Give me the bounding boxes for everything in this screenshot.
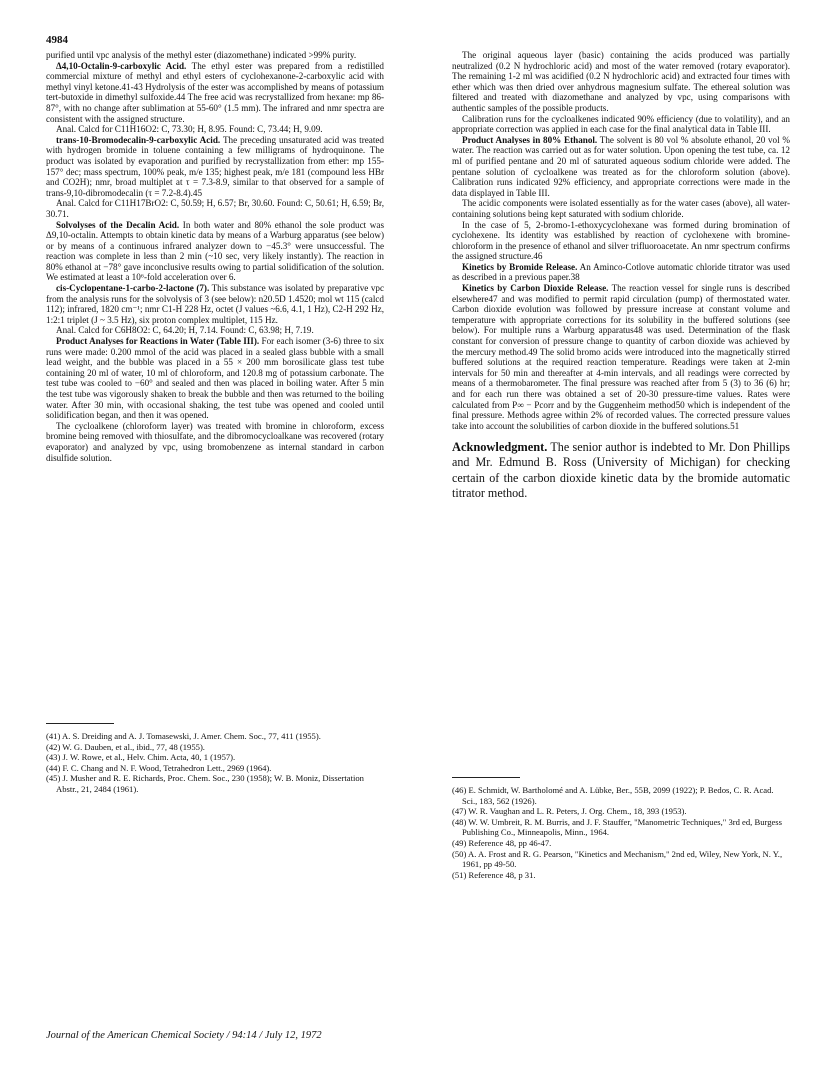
body-paragraph: trans-10-Bromodecalin-9-carboxylic Acid. The preceding unsaturated acid was treated with hydrogen bromide in toluene containing a few milligrams of hydroquinone. The product was isolated by evaporation and purified by recrystallization from ether: mp 155-157° dec; mass spectrum, 100% peak, m/e 135; highest peak, m/e 181 (compound less HBr and CO2H); nmr, broad multiplet at τ = 7.3-8.9, similar to that observed for a sample of trans-9,10-dibromodecalin (τ = 7.2-8.4).45 bbox=[46, 134, 384, 198]
body-paragraph: Kinetics by Carbon Dioxide Release. The reaction vessel for single runs is described elsewhere47 and was modified to permit rapid circulation (pump) of thermostated water. Carbon dioxide evolution was followed by pressure increase at constant volume and temperature with appropriate corrections for its solubility in the buffered solutions (see below). For multiple runs a Warburg apparatus48 was used. Determination of the flask constant for conversion of pressure change to quantity of carbon dioxide was achieved by the mercury method.49 The solid bromo acids were introduced into the magnetically stirred buffered solutions at the required reaction temperature. Readings were taken at 2-min intervals for 50 min and thereafter at 4-min intervals, and all readings were corrected by means of a thermobarometer. The final pressure was reached after from 5 (3) to 36 (6) hr; and for each run there was obtained a set of 20-30 pressure-time values. Rates were calculated from P∞ − Pcorr and by the Guggenheim method50 which is independent of the final pressure. Methods agree within 2% of recorded values. The corrected pressure values take into account the solubilities of carbon dioxide in the buffered solutions.51 bbox=[452, 283, 790, 431]
run-in-heading: Kinetics by Carbon Dioxide Release. bbox=[462, 283, 609, 294]
footnote: (49) Reference 48, pp 46-47. bbox=[452, 837, 552, 848]
footnote: (41) A. S. Dreiding and A. J. Tomasewski, J. Amer. Chem. Soc., 77, 411 (1955). bbox=[46, 731, 321, 741]
run-in-heading: Product Analyses for Reactions in Water (Table III). bbox=[56, 336, 260, 347]
left-column bbox=[46, 50, 384, 463]
run-in-heading: Δ4,10-Octalin-9-carboxylic Acid. bbox=[56, 60, 187, 71]
footnote: (48) W. W. Umbreit, R. M. Burris, and J. F. Stauffer, "Manometric Techniques," 3rd ed, Burgess Publishing Co., Minneapolis, Minn., 1964. bbox=[452, 816, 783, 838]
body-paragraph: Kinetics by Bromide Release. An Aminco-Cotlove automatic chloride titrator was used as described in a previous paper.38 bbox=[452, 261, 790, 283]
acknowledgment-heading: Acknowledgment. bbox=[452, 440, 548, 455]
body-paragraph: Δ4,10-Octalin-9-carboxylic Acid. The ethyl ester was prepared from a redistilled commercial mixture of methyl and ethyl esters of cyclohexanone-2-carboxylic acid with methyl vinyl ketone.41-43 Hydrolysis of the ester was accomplished by means of potassium tert-butoxide in dimethyl sulfoxide.44 The free acid was recrystallized from hexane: mp 86-87°, with no change after sublimation at 55-60° (1.5 mm). The infrared and nmr spectra are consistent with the assigned structure. bbox=[46, 60, 384, 124]
run-in-heading: Solvolyses of the Decalin Acid. bbox=[56, 219, 180, 230]
footnote-rule bbox=[452, 777, 520, 778]
body-paragraph: The cycloalkene (chloroform layer) was treated with bromine in chloroform, excess bromine being removed with thiosulfate, and the dibromocycloalkane was recovered (rotary evaporator) and analyzed by vpc, using bromobenzene as internal standard in carbon disulfide solution. bbox=[46, 420, 384, 463]
body-paragraph: Anal. Calcd for C11H17BrO2: C, 50.59; H, 6.57; Br, 30.60. Found: C, 50.61; H, 6.59; Br, 30.71. bbox=[46, 198, 384, 219]
body-paragraph: Anal. Calcd for C6H8O2: C, 64.20; H, 7.14. Found: C, 63.98; H, 7.19. bbox=[56, 325, 314, 336]
run-in-heading: trans-10-Bromodecalin-9-carboxylic Acid. bbox=[56, 134, 221, 145]
body-paragraph: Product Analyses in 80% Ethanol. The solvent is 80 vol % absolute ethanol, 20 vol % water. The reaction was carried out as for water solution. Upon opening the test tube, ca. 12 ml of purified pentane and 20 ml of saturated aqueous sodium chloride were added. The pentane solution of cycloalkene was treated as for the chloroform solution (above). Calibration runs indicated 92% efficiency, and appropriate corrections were made in the data displayed in Table III. bbox=[452, 134, 790, 198]
footnote: (51) Reference 48, p 31. bbox=[452, 869, 536, 880]
footnote: (47) W. R. Vaughan and L. R. Peters, J. Org. Chem., 18, 393 (1953). bbox=[452, 806, 687, 817]
footnote: (45) J. Musher and R. E. Richards, Proc. Chem. Soc., 230 (1958); W. B. Moniz, Dissertation Abstr., 21, 2484 (1961). bbox=[46, 773, 364, 794]
body-paragraph: The original aqueous layer (basic) containing the acids produced was partially neutralized (0.2 N hydrochloric acid) and most of the water removed (rotary evaporator). The remaining 1-2 ml was acidified (0.2 N hydrochloric acid) and extracted four times with ether which was then dried over anhydrous magnesium sulfate. The ethereal solution was filtered and treated with diazomethane and analyzed by vpc, using comparisons with authentic samples of the possible products. bbox=[452, 50, 790, 113]
body-paragraph: In the case of 5, 2-bromo-1-ethoxycyclohexane was formed during bromination of cyclohexene. Its identity was established by reaction of cyclohexene with bromine-chloroform in the presence of ethanol and silver trifluoroacetate. An nmr spectrum confirms the assigned structure.46 bbox=[452, 219, 790, 262]
footnote: (50) A. A. Frost and R. G. Pearson, "Kinetics and Mechanism," 2nd ed, Wiley, New York, N. Y., 1961, pp 49-50. bbox=[452, 848, 783, 870]
footnote: (46) E. Schmidt, W. Bartholomé and A. Lübke, Ber., 55B, 2099 (1922); P. Bedos, C. R. Acad. Sci., 183, 562 (1926). bbox=[452, 785, 774, 806]
run-in-heading: Kinetics by Bromide Release. bbox=[462, 261, 578, 272]
right-column bbox=[452, 50, 790, 501]
body-paragraph: Solvolyses of the Decalin Acid. In both water and 80% ethanol the sole product was Δ9,10-octalin. Attempts to obtain kinetic data by means of a Warburg apparatus (see below) or by means of a continuous infrared analyzer down to −45.3° were unsuccessful. The reaction was complete in less than 2 min (~10 sec, very likely instantly). The reaction in 80% ethanol at −78° gave inconclusive results owing to partial solidification of the solution. We estimated at least a 10⁶-fold acceleration over 6. bbox=[46, 219, 384, 283]
body-paragraph: Calibration runs for the cycloalkenes indicated 90% efficiency (due to volatility), and an appropriate correction was applied in each case for the final analytical data in Table III. bbox=[452, 113, 790, 135]
footnotes-right bbox=[452, 777, 790, 880]
footnote: (42) W. G. Dauben, et al., ibid., 77, 48 (1955). bbox=[46, 741, 205, 752]
footnote: (43) J. W. Rowe, et al., Helv. Chim. Acta, 40, 1 (1957). bbox=[46, 752, 236, 763]
body-paragraph: Product Analyses for Reactions in Water (Table III). For each isomer (3-6) three to six runs were made: 0.200 mmol of the acid was placed in a sealed glass bubble with a small lead weight, and the bubble was placed in a 55 × 200 mm borosilicate glass test tube containing 20 ml of water, 10 ml of chloroform, and 120.8 mg of potassium carbonate. The test tube was cooled to −60° and sealed and then was placed in boiling water. After 5 min the test tube was vigorously shaken to break the bubble and then was returned to the boiling water. After 30 min, with occasional shaking, the test tube was opened and cooled until solidification began, and then it was opened. bbox=[46, 336, 385, 421]
run-in-heading: cis-Cyclopentane-1-carbo-2-lactone (7). bbox=[56, 283, 210, 294]
body-paragraph: cis-Cyclopentane-1-carbo-2-lactone (7). This substance was isolated by preparative vpc from the analysis runs for the solvolysis of 3 (see below): n20.5D 1.4520; mol wt 115 (calcd 112); infrared, 1820 cm⁻¹; nmr C1-H 228 Hz, octet (J values ~6.6, 4.1, 1 Hz), C2-H 292 Hz, 1:2:1 triplet (J ~ 3.5 Hz), six proton complex multiplet, 115 Hz. bbox=[46, 283, 384, 325]
journal-footer: Journal of the American Chemical Society / 94:14 / July 12, 1972 bbox=[46, 1030, 322, 1041]
body-paragraph: Anal. Calcd for C11H16O2: C, 73.30; H, 8.95. Found: C, 73.44; H, 9.09. bbox=[56, 124, 323, 135]
run-in-heading: Product Analyses in 80% Ethanol. bbox=[462, 134, 598, 145]
acknowledgment: Acknowledgment. The senior author is indebted to Mr. Don Phillips and Mr. Edmund B. Ross (University of Michigan) for checking certain of the carbon dioxide kinetic data by the bromide automatic titrator method. bbox=[452, 440, 790, 500]
body-paragraph: purified until vpc analysis of the methyl ester (diazomethane) indicated >99% purity. bbox=[46, 50, 357, 60]
body-paragraph: The acidic components were isolated essentially as for the water cases (above), all water-containing solutions being kept saturated with sodium chloride. bbox=[452, 198, 790, 219]
footnote-rule bbox=[46, 723, 114, 724]
footnotes-left bbox=[46, 723, 384, 795]
page-number: 4984 bbox=[46, 34, 68, 46]
footnote: (44) F. C. Chang and N. F. Wood, Tetrahedron Lett., 2969 (1964). bbox=[46, 762, 272, 773]
